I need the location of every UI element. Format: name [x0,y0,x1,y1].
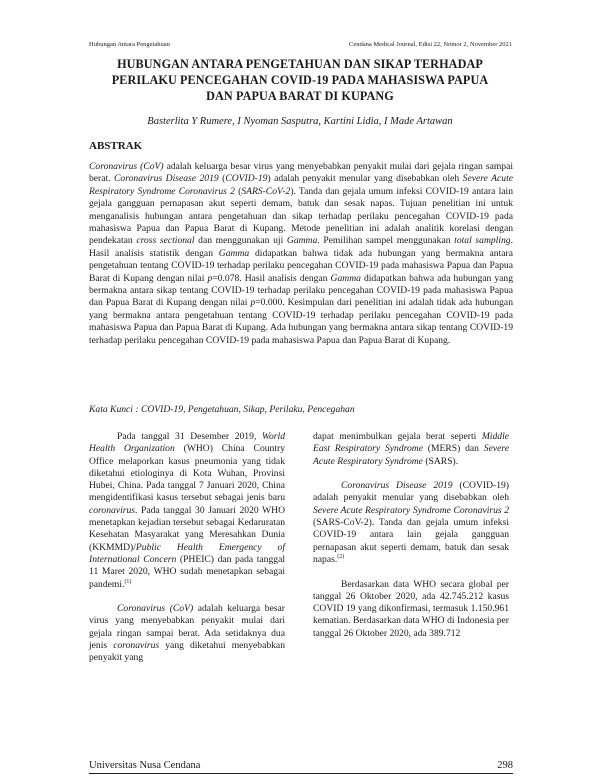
footer-divider [89,773,513,774]
body-paragraph: Berdasarkan data WHO secara global per tanggal 26 Oktober 2020, ada 42.745.212 kasus COVID 19 yang dikonfirmasi, termasuk 1.150.961 kematian. Berdasarkan data WHO di Indonesia per tanggal 26 Oktober 2020, ada 389.712 [313,578,509,639]
body-column-right [313,431,509,652]
keywords: Kata Kunci : COVID-19, Pengetahuan, Sikap, Perilaku, Pencegahan [89,404,355,415]
title-line: HUBUNGAN ANTARA PENGETAHUAN DAN SIKAP TERHADAP [117,57,483,71]
footer [89,760,513,772]
abstract-heading: ABSTRAK [89,140,143,152]
journal-info: Cendana Medical Journal, Edisi 22, Nomor 2, November 2021 [348,41,512,48]
running-title: Hubungan Antara Pengetahuan [89,41,170,48]
body-paragraph: dapat menimbulkan gejala berat seperti Middle East Respiratory Syndrome (MERS) dan Severe Acute Respiratory Syndrome (SARS). [313,431,509,467]
title-line: DAN PAPUA BARAT DI KUPANG [206,89,394,103]
body-column-left [89,431,285,677]
page-number: 298 [497,760,513,771]
abstract-text: Coronavirus (CoV) adalah keluarga besar virus yang menyebabkan penyakit mulai dari gejala ringan sampai berat. Coronavirus Disease 2019 (COVID-19) adalah penyakit menular yang disebabkan oleh Severe Acute Respiratory Syndrome Coronavirus 2 (SARS-CoV-2). Tanda dan gejala umum infeksi COVID-19 antara lain gejala gangguan pernapasan akut seperti demam, batuk dan sesak napas. Tujuan penelitian ini untuk menganalisis hubungan antara pengetahuan dan sikap terhadap perilaku pencegahan COVID-19 pada mahasiswa Papua dan Papua Barat di Kupang. Metode penelitian ini adalah analitik korelasi dengan pendekatan cross sectional dan menggunakan uji Gamma. Pemilihan sampel menggunakan total sampling. Hasil analisis statistik dengan Gamma didapatkan bahwa tidak ada hubungan yang bermakna antara pengetahuan tentang COVID-19 terhadap perilaku pencegahan COVID-19 pada mahasiswa Papua dan Papua Barat di Kupang dengan nilai p=0.078. Hasil analisis dengan Gamma didapatkan bahwa ada hubungan yang bermakna antara sikap tentang COVID-19 terhadap perilaku pencegahan COVID-19 pada mahasiswa Papua dan Papua Barat di Kupang dengan nilai p=0.000. Kesimpulan dari penelitian ini adalah tidak ada hubungan yang bermakna antara pengetahuan tentang COVID-19 terhadap perilaku pencegahan COVID-19 pada mahasiswa Papua dan Papua Barat di Kupang. Ada hubungan yang bermakna antara sikap tentang COVID-19 terhadap perilaku pencegahan COVID-19 pada mahasiswa Papua dan Papua Barat di Kupang. [89,161,514,346]
body-paragraph: Coronavirus (CoV) adalah keluarga besar virus yang menyebabkan penyakit mulai dari gejala ringan sampai berat. Ada setidaknya dua jenis coronavirus yang diketahui menyebabkan penyakit yang [89,603,285,664]
author-list: Basterlita Y Rumere, I Nyoman Sasputra, Kartini Lidia, I Made Artawan [147,116,453,127]
body-paragraph: Pada tanggal 31 Desember 2019, World Health Organization (WHO) China Country Office melaporkan kasus pneumonia yang tidak diketahui etiologinya di Kota Wuhan, Provinsi Hubei, China. Pada tanggal 7 Januari 2020, China mengidentifikasi kasus tersebut sebagai jenis baru coronavirus. Pada tanggal 30 Januari 2020 WHO menetapkan kejadian tersebut sebagai Kedaruratan Kesehatan Masyarakat yang Meresahkan Dunia (KKMMD)/Public Health Emergency of International Concern (PHEIC) dan pada tanggal 11 Maret 2020, WHO sudah menetapkan sebagai pandemi.$^{(1)}$ [89,431,285,590]
body-paragraph: Coronavirus Disease 2019 (COVID-19) adalah penyakit menular yang disebabkan oleh Severe Acute Respiratory Syndrome Coronavirus 2 (SARS-CoV-2). Tanda dan gejala umum infeksi COVID-19 antara lain gejala gangguan pernapasan akut seperti demam, batuk dan sesak napas.$^{(2)}$ [313,480,509,565]
paper-title [80,56,520,104]
citation-ref: (1) [124,578,132,585]
title-line: PERILAKU PENCEGAHAN COVID-19 PADA MAHASISWA PAPUA [111,73,489,87]
citation-ref: (2) [337,553,345,560]
footer-institution: Universitas Nusa Cendana [89,760,201,771]
